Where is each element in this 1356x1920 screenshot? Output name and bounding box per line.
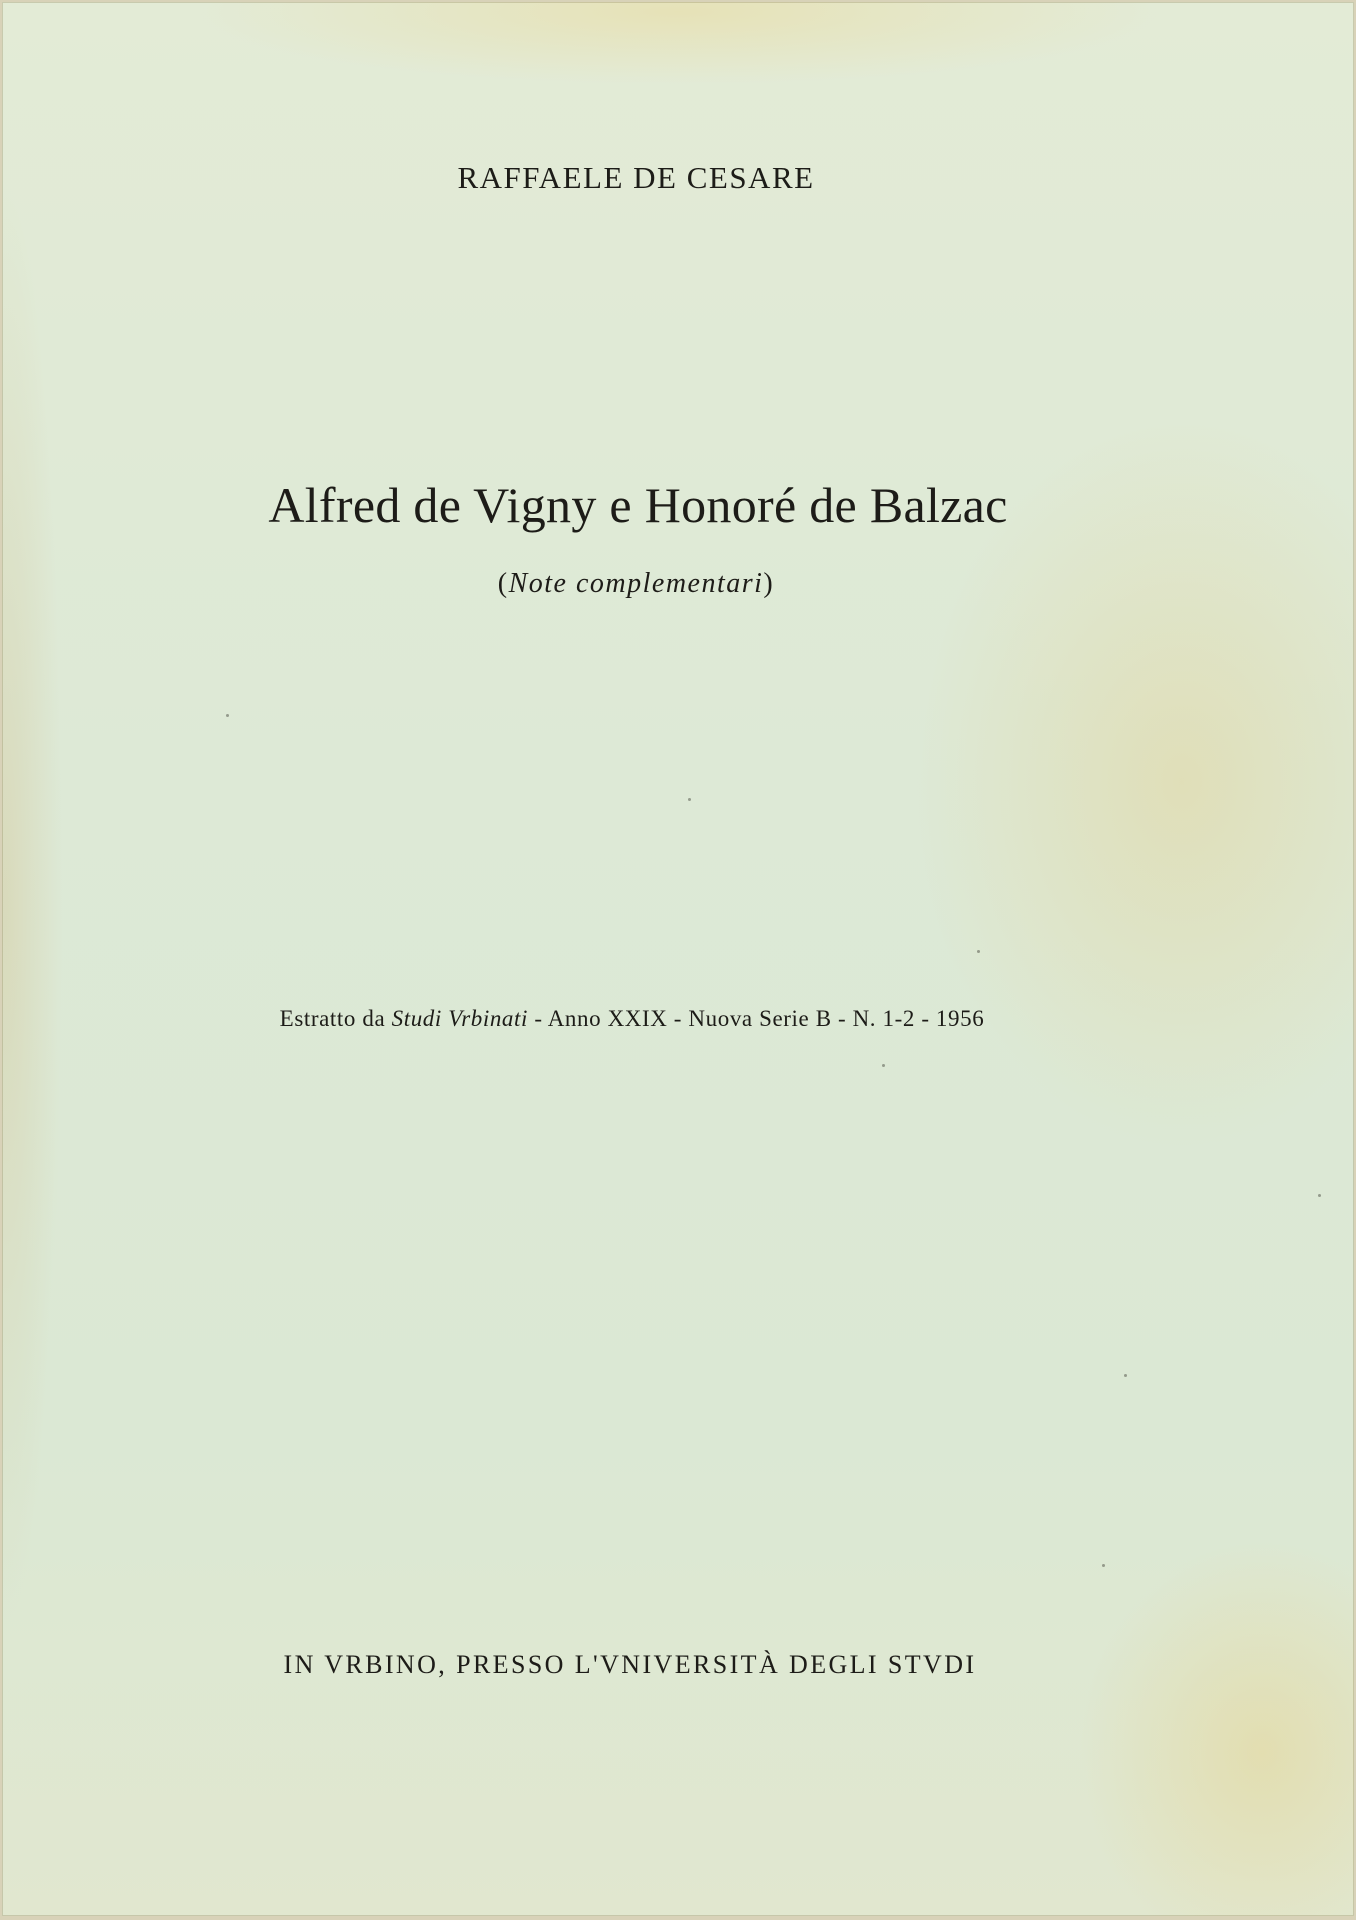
extract-note bbox=[280, 1006, 985, 1032]
extract-suffix: - Anno XXIX - Nuova Serie B - N. 1-2 - 1956 bbox=[528, 1006, 985, 1031]
subtitle-text: Note complementari bbox=[508, 568, 764, 599]
document-title: Alfred de Vigny e Honoré de Balzac bbox=[268, 477, 1008, 533]
publisher-imprint: IN VRBINO, PRESSO L'VNIVERSITÀ DEGLI STVDI bbox=[283, 1650, 977, 1679]
paper-speck bbox=[1102, 1564, 1105, 1567]
author-name: RAFFAELE DE CESARE bbox=[457, 160, 815, 195]
document-subtitle bbox=[498, 568, 775, 600]
subtitle-open-paren: ( bbox=[497, 568, 509, 599]
extract-journal: Studi Vrbinati bbox=[391, 1006, 529, 1031]
paper-speck bbox=[688, 798, 691, 801]
document-page bbox=[2, 2, 1354, 1916]
paper-speck bbox=[977, 950, 980, 953]
paper-speck bbox=[1124, 1374, 1127, 1377]
paper-speck bbox=[882, 1064, 885, 1067]
subtitle-close-paren: ) bbox=[763, 568, 775, 599]
paper-speck bbox=[1318, 1194, 1321, 1197]
paper-speck bbox=[226, 714, 229, 717]
extract-prefix: Estratto da bbox=[279, 1006, 392, 1031]
